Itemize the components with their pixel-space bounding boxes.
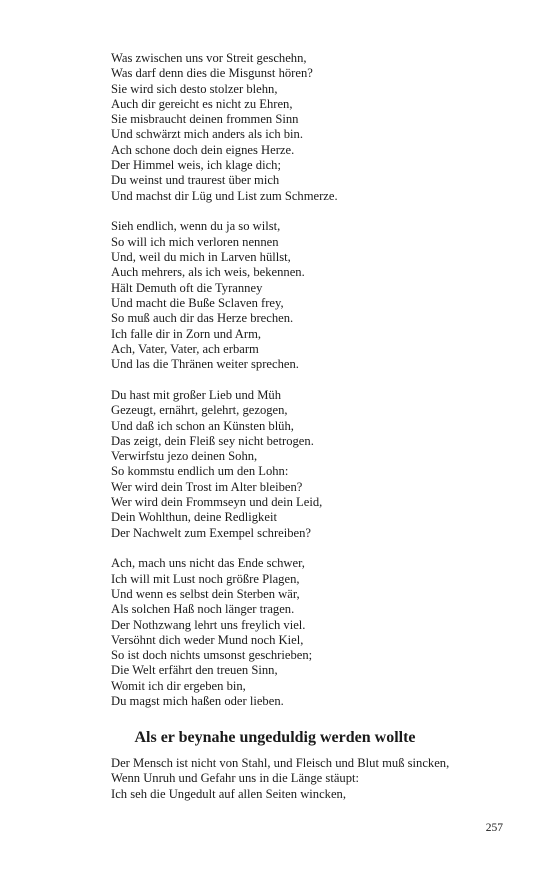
verse-line: Die Welt erfährt den treuen Sinn,: [111, 663, 278, 678]
verse-line: Versöhnt dich weder Mund noch Kiel,: [111, 632, 304, 647]
verse-line: Als solchen Haß noch länger tragen.: [111, 602, 295, 617]
verse-line: Der Nachwelt zum Exempel schreiben?: [111, 525, 312, 540]
verse-line: Ich seh die Ungedult auf allen Seiten wincken,: [111, 786, 347, 801]
verse-line: Was zwischen uns vor Streit geschehn,: [111, 51, 307, 65]
verse-line: So muß auch dir das Herze brechen.: [111, 311, 294, 326]
verse-line: Und wenn es selbst dein Sterben wär,: [111, 587, 300, 601]
verse-line: Dein Wohlthun, deine Redligkeit: [111, 510, 277, 525]
verse-line: So kommstu endlich um den Lohn:: [111, 464, 289, 479]
verse-line: Ach, mach uns nicht das Ende schwer,: [111, 556, 305, 571]
verse-line: Der Nothzwang lehrt uns freylich viel.: [111, 617, 306, 632]
verse-line: Und las die Thränen weiter sprechen.: [111, 357, 299, 372]
verse-line: Wer wird dein Frommseyn und dein Leid,: [111, 495, 323, 510]
verse-line: Verwirfstu jezo deinen Sohn,: [111, 449, 258, 464]
verse-line: Der Mensch ist nicht von Stahl, und Fleisch und Blut muß sincken,: [111, 756, 450, 770]
verse-line: Das zeigt, dein Fleiß sey nicht betrogen.: [111, 433, 314, 448]
verse-line: So ist doch nichts umsonst geschrieben;: [111, 648, 313, 663]
next-poem-stanza: [111, 756, 449, 802]
verse-line: Gezeugt, ernährt, gelehrt, gezogen,: [111, 403, 288, 418]
stanza-3: [111, 388, 511, 541]
verse-line: Und schwärzt mich anders als ich bin.: [111, 127, 303, 142]
verse-line: Du hast mit großer Lieb und Müh: [111, 387, 281, 402]
verse-line: Du magst mich haßen oder lieben.: [111, 694, 284, 709]
verse-line: Hält Demuth oft die Tyranney: [111, 280, 263, 295]
verse-line: Ich will mit Lust noch größre Plagen,: [111, 571, 300, 586]
verse-line: Wer wird dein Trost im Alter bleiben?: [111, 479, 303, 494]
verse-line: Was darf denn dies die Misgunst hören?: [111, 66, 313, 81]
stanza-1: [111, 51, 511, 204]
stanza-4: [111, 556, 511, 709]
page-number: 257: [485, 822, 503, 834]
verse-line: Und daß ich schon an Künsten blüh,: [111, 418, 294, 433]
verse-line: Du weinst und traurest über mich: [111, 173, 280, 188]
verse-line: Ich falle dir in Zorn und Arm,: [111, 326, 262, 341]
verse-line: Sie misbraucht deinen frommen Sinn: [111, 112, 299, 127]
verse-line: So will ich mich verloren nennen: [111, 234, 279, 249]
verse-line: Wenn Unruh und Gefahr uns in die Länge stäupt:: [111, 771, 360, 786]
verse-line: Der Himmel weis, ich klage dich;: [111, 158, 281, 173]
verse-line: Ach, Vater, Vater, ach erbarm: [111, 341, 259, 356]
verse-line: Ach schone doch dein eignes Herze.: [111, 142, 295, 157]
verse-line: Und machst dir Lüg und List zum Schmerze.: [111, 188, 338, 203]
stanza-2: [111, 219, 511, 372]
verse-line: Sie wird sich desto stolzer blehn,: [111, 81, 278, 96]
verse-line: Auch mehrers, als ich weis, bekennen.: [111, 265, 305, 280]
poem-heading: Als er beynahe ungeduldig werden wollte: [134, 729, 416, 746]
verse-line: Und, weil du mich in Larven hüllst,: [111, 250, 291, 265]
poem-body: [111, 51, 511, 725]
verse-line: Und macht die Buße Sclaven frey,: [111, 295, 284, 310]
verse-line: Auch dir gereicht es nicht zu Ehren,: [111, 96, 293, 111]
verse-line: Womit ich dir ergeben bin,: [111, 678, 246, 693]
verse-line: Sieh endlich, wenn du ja so wilst,: [111, 219, 281, 234]
